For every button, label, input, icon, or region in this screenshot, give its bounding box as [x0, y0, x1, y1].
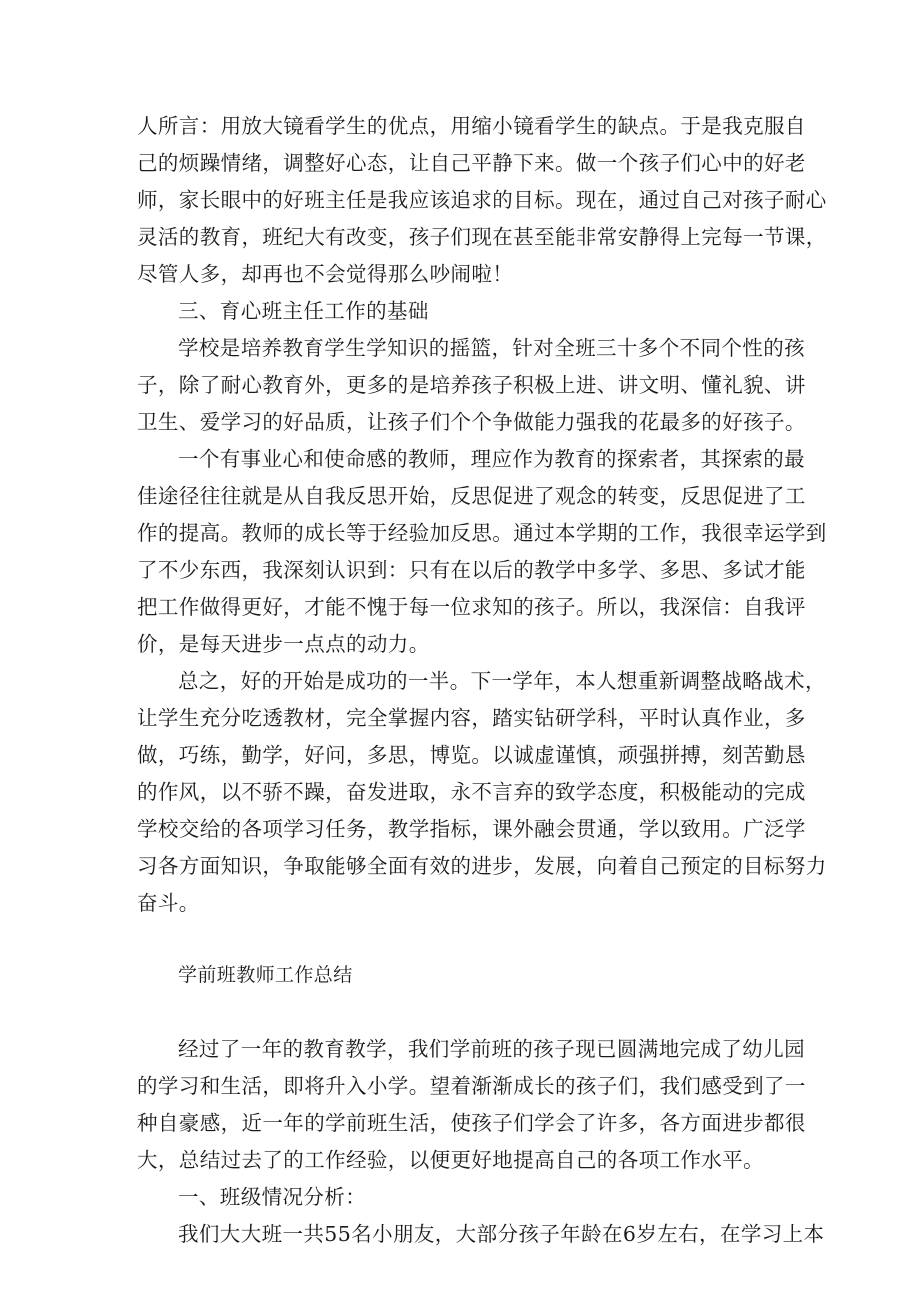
paragraph-line: 卫生、爱学习的好品质，让孩子们个个争做能力强我的花最多的好孩子。 — [137, 410, 806, 434]
paragraph-line: 学校是培养教育学生学知识的摇篮，针对全班三十多个不同个性的孩 — [178, 336, 805, 360]
paragraph-line: 让学生充分吃透教材，完全掌握内容，踏实钻研学科，平时认真作业，多 — [137, 706, 806, 730]
section-heading: 一、班级情况分析： — [178, 1185, 367, 1209]
paragraph-line: 价，是每天进步一点点的动力。 — [137, 632, 430, 656]
paragraph-line: 学校交给的各项学习任务，教学指标，课外融会贯通，学以致用。广泛学 — [137, 817, 806, 841]
paragraph-line: 己的烦躁情绪，调整好心态，让自己平静下来。做一个孩子们心中的好老 — [137, 151, 806, 175]
paragraph-line: 种自豪感，近一年的学前班生活，使孩子们学会了许多，各方面进步都很 — [137, 1111, 806, 1135]
paragraph-line: 作的提高。教师的成长等于经验加反思。通过本学期的工作，我很幸运学到 — [137, 521, 827, 545]
paragraph-line: 人所言：用放大镜看学生的优点，用缩小镜看学生的缺点。于是我克服自 — [137, 114, 806, 138]
paragraph-line: 师，家长眼中的好班主任是我应该追求的目标。现在，通过自己对孩子耐心 — [137, 188, 827, 212]
paragraph-line: 大，总结过去了的工作经验，以便更好地提高自己的各项工作水平。 — [137, 1148, 764, 1172]
paragraph-line: 灵活的教育，班纪大有改变，孩子们现在甚至能非常安静得上完每一节课， — [137, 225, 827, 249]
section-heading: 三、育心班主任工作的基础 — [178, 299, 429, 323]
paragraph-line: 把工作做得更好，才能不愧于每一位求知的孩子。所以，我深信：自我评 — [137, 595, 806, 619]
paragraph-line: 子，除了耐心教育外，更多的是培养孩子积极上进、讲文明、懂礼貌、讲 — [137, 373, 806, 397]
paragraph-line: 总之，好的开始是成功的一半。下一学年，本人想重新调整战略战术， — [178, 669, 826, 693]
paragraph-line: 的作风，以不骄不躁，奋发进取，永不言弃的致学态度，积极能动的完成 — [137, 780, 806, 804]
paragraph-line: 的学习和生活，即将升入小学。望着渐渐成长的孩子们，我们感受到了一 — [137, 1074, 806, 1098]
paragraph-line: 尽管人多，却再也不会觉得那么吵闹啦！ — [137, 262, 514, 286]
paragraph-line: 了不少东西，我深刻认识到：只有在以后的教学中多学、多思、多试才能 — [137, 558, 806, 582]
document-title: 学前班教师工作总结 — [178, 964, 353, 986]
paragraph-line: 习各方面知识，争取能够全面有效的进步，发展，向着自己预定的目标努力 — [137, 854, 827, 878]
paragraph-line: 一个有事业心和使命感的教师，理应作为教育的探索者，其探索的最 — [178, 447, 805, 471]
paragraph-line: 佳途径往往就是从自我反思开始，反思促进了观念的转变，反思促进了工 — [137, 484, 806, 508]
paragraph-line: 做，巧练，勤学，好问，多思，博览。以诚虚谨慎，顽强拼搏，刻苦勤恳 — [137, 743, 806, 767]
paragraph-line: 奋斗。 — [137, 891, 200, 915]
paragraph-line: 经过了一年的教育教学，我们学前班的孩子现已圆满地完成了幼儿园 — [178, 1037, 805, 1061]
paragraph-line: 我们大大班一共55名小朋友，大部分孩子年龄在6岁左右，在学习上本 — [178, 1222, 825, 1246]
